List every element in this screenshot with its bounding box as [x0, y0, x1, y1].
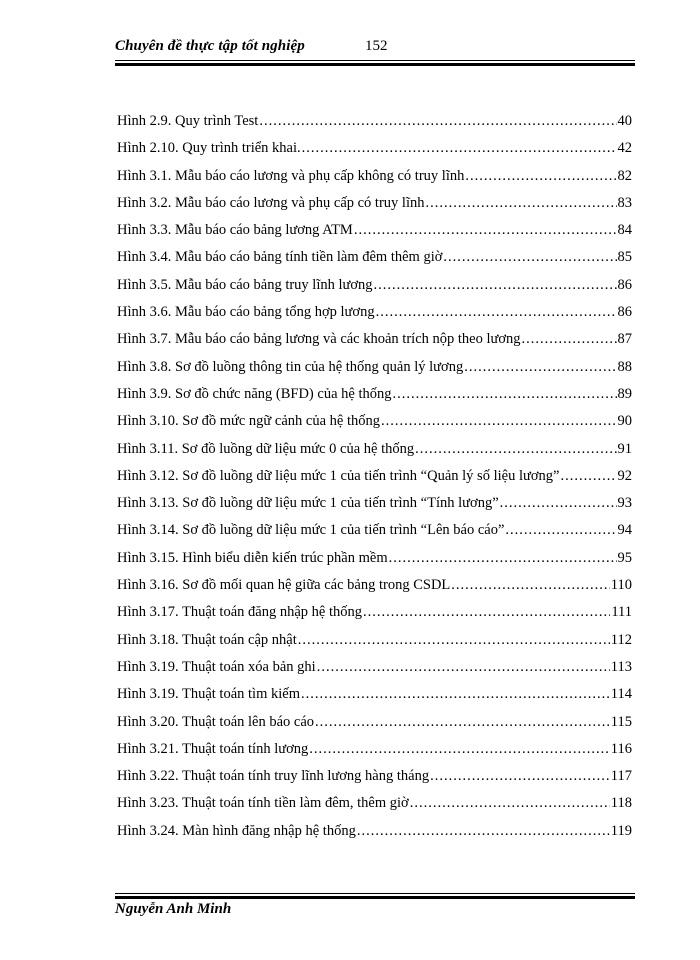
document-title: Chuyên đề thực tập tốt nghiệp [115, 38, 305, 54]
toc-dot-leader [465, 168, 616, 185]
toc-entry [117, 823, 632, 850]
toc-dot-leader [315, 714, 610, 731]
toc-entry [117, 441, 632, 468]
toc-entry-page: 114 [610, 686, 632, 703]
toc-entry-label: Hình 3.11. Sơ đồ luồng dữ liệu mức 0 của hệ thống [117, 440, 415, 457]
toc-entry-page: 85 [617, 249, 632, 266]
toc-entry-page: 88 [617, 358, 632, 375]
toc-dot-leader [500, 495, 617, 512]
toc-dot-leader [430, 768, 610, 785]
toc-entry-label: Hình 3.3. Mẫu báo cáo bảng lương ATM [117, 222, 353, 239]
toc-entry [117, 795, 632, 822]
footer-rule-thin [115, 893, 635, 894]
toc-dot-leader [389, 550, 617, 567]
toc-entry-label: Hình 3.19. Thuật toán tìm kiếm [117, 686, 300, 703]
toc-entry [117, 686, 632, 713]
toc-dot-leader [425, 195, 616, 212]
toc-entry [117, 277, 632, 304]
toc-entry [117, 741, 632, 768]
toc-entry [117, 632, 632, 659]
toc-entry-label: Hình 3.6. Mẫu báo cáo bảng tổng hợp lương [117, 304, 375, 321]
toc-entry [117, 604, 632, 631]
toc-dot-leader [363, 604, 610, 621]
toc-dot-leader [376, 304, 617, 321]
toc-entry-page: 93 [617, 495, 632, 512]
toc-entry-page: 83 [617, 194, 632, 211]
author-name: Nguyễn Anh Minh [115, 901, 232, 917]
toc-entry-label: Hình 2.9. Quy trình Test [117, 113, 259, 129]
toc-entry [117, 304, 632, 331]
toc-entry [117, 413, 632, 440]
toc-entry-page: 40 [617, 113, 632, 129]
toc-dot-leader [354, 222, 617, 239]
toc-entry-label: Hình 3.9. Sơ đồ chức năng (BFD) của hệ thống [117, 385, 392, 402]
toc-entry [117, 386, 632, 413]
toc-dot-leader [560, 468, 616, 485]
toc-entry-page: 118 [610, 795, 632, 812]
toc-entry [117, 495, 632, 522]
toc-dot-leader [392, 386, 616, 403]
toc-entry-page: 91 [617, 440, 632, 457]
toc-dot-leader [451, 577, 610, 594]
toc-entry-page: 113 [610, 658, 632, 675]
toc-dot-leader [415, 441, 616, 458]
toc-dot-leader [505, 522, 616, 539]
toc-entry-label: Hình 3.13. Sơ đồ luồng dữ liệu mức 1 của tiến trình “Tính lương” [117, 495, 499, 512]
toc-entry-page: 90 [617, 413, 632, 430]
page-number: 152 [365, 38, 388, 54]
toc-entry-page: 92 [617, 467, 632, 484]
toc-entry-label: Hình 3.22. Thuật toán tính truy lĩnh lương hàng tháng [117, 768, 430, 785]
footer-rule-thick [115, 896, 635, 899]
toc-entry [117, 577, 632, 604]
toc-entry-label: Hình 3.2. Mẫu báo cáo lương và phụ cấp có truy lĩnh [117, 194, 425, 211]
toc-dot-leader [302, 140, 617, 157]
toc-entry-page: 115 [610, 713, 632, 730]
toc-entry-label: Hình 3.18. Thuật toán cập nhật [117, 631, 297, 648]
toc-entry-page: 89 [617, 385, 632, 402]
toc-entry-label: Hình 3.14. Sơ đồ luồng dữ liệu mức 1 của tiến trình “Lên báo cáo” [117, 522, 505, 539]
toc-entry [117, 168, 632, 195]
toc-dot-leader [374, 277, 617, 294]
toc-entry-page: 95 [617, 549, 632, 566]
toc-entry [117, 195, 632, 222]
toc-dot-leader [381, 413, 617, 430]
figure-list [117, 113, 632, 850]
toc-entry-page: 112 [610, 631, 632, 648]
toc-dot-leader [259, 113, 616, 130]
toc-entry-label: Hình 3.23. Thuật toán tính tiền làm đêm, thêm giờ [117, 795, 409, 812]
toc-entry-page: 111 [611, 604, 632, 621]
toc-entry-label: Hình 3.7. Mẫu báo cáo bảng lương và các khoản trích nộp theo lương [117, 331, 521, 348]
toc-entry [117, 550, 632, 577]
toc-entry-label: Hình 3.20. Thuật toán lên báo cáo [117, 713, 315, 730]
toc-entry-page: 82 [617, 167, 632, 184]
toc-entry-page: 87 [617, 331, 632, 348]
toc-entry-label: Hình 3.12. Sơ đồ luồng dữ liệu mức 1 của tiến trình “Quản lý số liệu lương” [117, 467, 560, 484]
toc-entry-page: 119 [610, 822, 632, 839]
toc-dot-leader [298, 632, 610, 649]
toc-entry-label: Hình 3.19. Thuật toán xóa bản ghi [117, 658, 316, 675]
toc-dot-leader [410, 795, 610, 812]
toc-entry-label: Hình 3.5. Mẫu báo cáo bảng truy lĩnh lương [117, 276, 373, 293]
toc-entry-label: Hình 3.15. Hình biểu diễn kiến trúc phần mềm [117, 549, 388, 566]
toc-entry-page: 116 [610, 740, 632, 757]
header-rule-thin [115, 60, 635, 61]
toc-dot-leader [464, 359, 616, 376]
toc-entry [117, 468, 632, 495]
toc-entry [117, 113, 632, 140]
toc-dot-leader [317, 659, 610, 676]
toc-dot-leader [301, 686, 610, 703]
toc-entry-page: 86 [617, 276, 632, 293]
toc-dot-leader [443, 249, 616, 266]
toc-entry-label: Hình 3.8. Sơ đồ luồng thông tin của hệ thống quản lý lương [117, 358, 464, 375]
toc-entry-page: 110 [610, 577, 632, 594]
toc-entry-page: 117 [610, 768, 632, 785]
toc-entry-page: 42 [617, 140, 632, 157]
toc-dot-leader [309, 741, 610, 758]
toc-entry-label: Hình 3.16. Sơ đồ mối quan hệ giữa các bảng trong CSDL [117, 577, 451, 594]
toc-entry-label: Hình 3.4. Mẫu báo cáo bảng tính tiền làm đêm thêm giờ [117, 249, 443, 266]
toc-entry [117, 249, 632, 276]
toc-entry [117, 222, 632, 249]
toc-entry [117, 140, 632, 167]
toc-entry [117, 714, 632, 741]
toc-entry-label: Hình 3.21. Thuật toán tính lương [117, 740, 309, 757]
toc-entry-label: Hình 3.24. Màn hình đăng nhập hệ thống [117, 822, 356, 839]
toc-entry [117, 522, 632, 549]
toc-entry-page: 86 [617, 304, 632, 321]
toc-entry [117, 768, 632, 795]
header-rule-thick [115, 63, 635, 66]
toc-entry-label: Hình 2.10. Quy trình triển khai. [117, 140, 301, 157]
toc-entry-label: Hình 3.1. Mẫu báo cáo lương và phụ cấp không có truy lĩnh [117, 167, 465, 184]
toc-entry [117, 331, 632, 358]
toc-entry-page: 84 [617, 222, 632, 239]
toc-dot-leader [522, 331, 617, 348]
toc-entry [117, 359, 632, 386]
toc-entry-label: Hình 3.10. Sơ đồ mức ngữ cảnh của hệ thống [117, 413, 380, 430]
toc-entry-page: 94 [617, 522, 632, 539]
toc-entry-label: Hình 3.17. Thuật toán đăng nhập hệ thống [117, 604, 362, 621]
toc-dot-leader [357, 823, 610, 840]
toc-entry [117, 659, 632, 686]
